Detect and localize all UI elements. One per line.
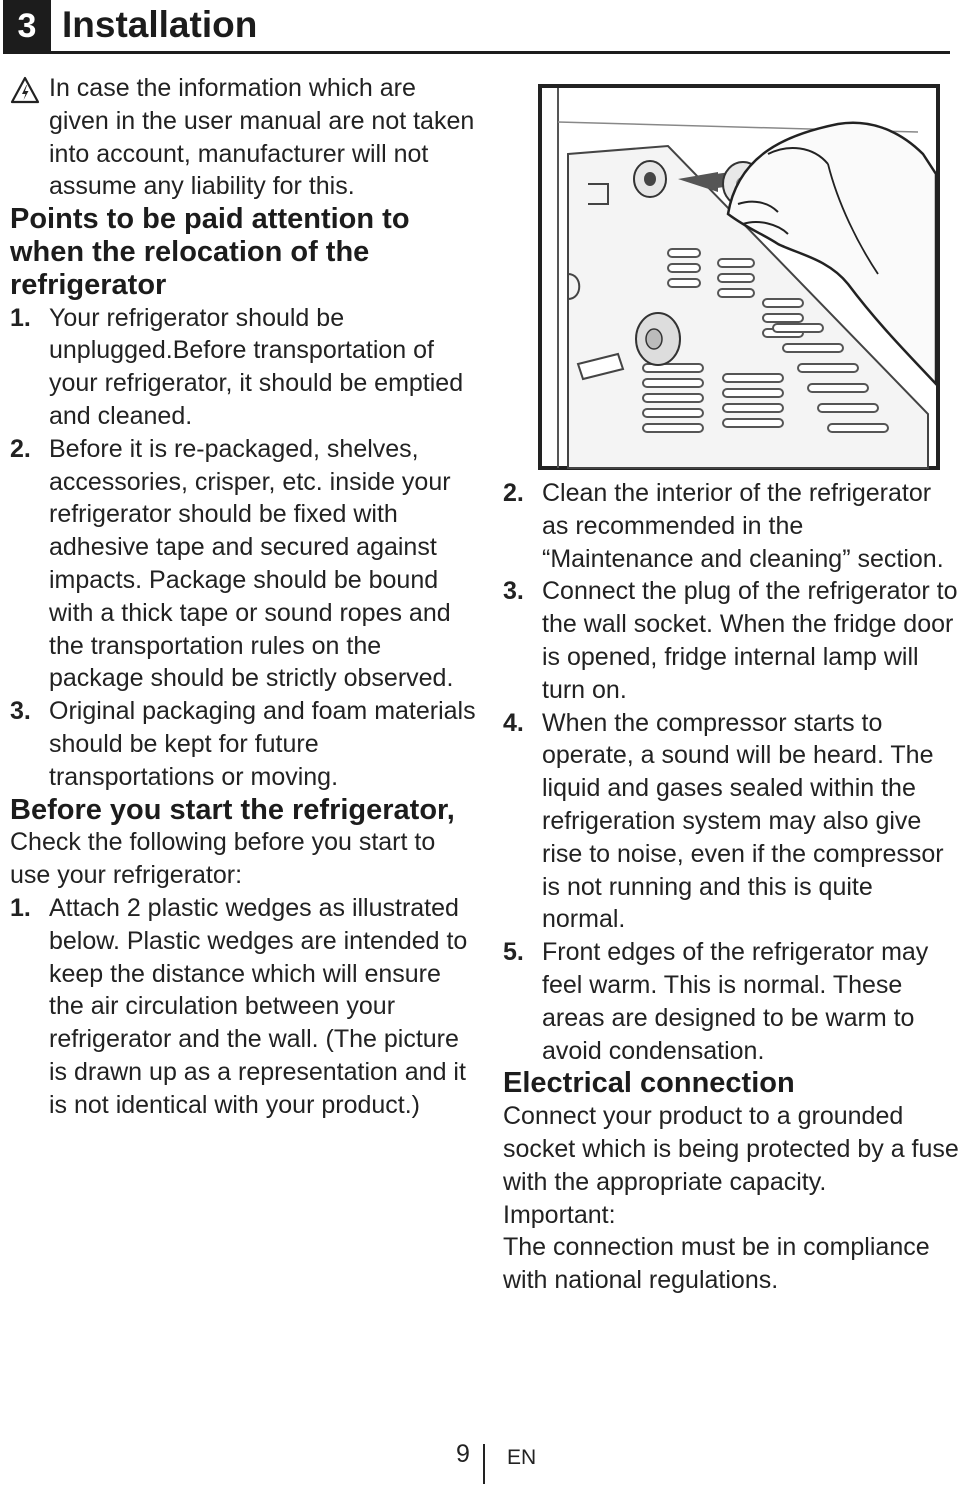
list-item bbox=[503, 575, 960, 706]
header-rule bbox=[3, 51, 950, 54]
electrical-text: Connect your product to a grounded socket which is being protected by a fuse with the appropriate capacity. bbox=[503, 1102, 959, 1196]
list-item bbox=[503, 477, 960, 575]
item-text: Your refrigerator should be unplugged.Before transportation of your refrigerator, it should be emptied and cleaned. bbox=[49, 303, 464, 430]
list-item bbox=[10, 302, 480, 433]
item-text: Clean the interior of the refrigerator as recommended in the “Maintenance and cleaning” section. bbox=[542, 479, 944, 573]
electrical-heading: Electrical connection bbox=[503, 1067, 795, 1100]
item-text: Connect the plug of the refrigerator to the wall socket. When the fridge door is opened, fridge internal lamp will turn on. bbox=[542, 577, 958, 704]
wedge-installation-illustration bbox=[538, 84, 940, 470]
before-start-heading: Before you start the refrigerator, bbox=[10, 793, 455, 826]
item-number: 3. bbox=[503, 577, 524, 606]
warning-icon bbox=[10, 76, 40, 104]
footer-divider bbox=[483, 1444, 485, 1484]
before-start-intro: Check the following before you start to use your refrigerator: bbox=[10, 828, 436, 890]
item-text: Before it is re-packaged, shelves, accessories, crisper, etc. inside your refrigerator should be fixed with adhesive tape and secured against impacts. Package should be bound with a thick tape or sound ropes and the transportation rules on the package should be strictly observed. bbox=[49, 434, 454, 693]
left-column bbox=[10, 72, 480, 1122]
chapter-number: 3 bbox=[3, 0, 51, 52]
important-label: Important: bbox=[503, 1200, 616, 1229]
important-text: The connection must be in compliance with national regulations. bbox=[503, 1233, 930, 1295]
item-text: When the compressor starts to operate, a sound will be heard. The liquid and gases sealed within the refrigeration system may also give rise to noise, even if the compressor is not running and this is quite normal. bbox=[542, 708, 944, 934]
item-number: 1. bbox=[10, 893, 31, 922]
item-text: Original packaging and foam materials should be kept for future transportations or moving. bbox=[49, 697, 476, 791]
warning-note bbox=[10, 72, 480, 203]
right-column bbox=[503, 477, 960, 1297]
language-code: EN bbox=[507, 1446, 537, 1469]
item-text: Front edges of the refrigerator may feel warm. This is normal. These areas are designed to be warm to avoid condensation. bbox=[542, 938, 929, 1065]
chapter-title: Installation bbox=[62, 4, 258, 45]
list-item bbox=[10, 433, 480, 695]
item-number: 5. bbox=[503, 938, 524, 967]
item-number: 2. bbox=[10, 434, 31, 463]
list-item bbox=[10, 892, 480, 1122]
item-number: 1. bbox=[10, 303, 31, 332]
page-number: 9 bbox=[456, 1440, 470, 1468]
item-number: 2. bbox=[503, 479, 524, 507]
item-number: 3. bbox=[10, 697, 31, 726]
item-number: 4. bbox=[503, 708, 524, 737]
item-text: Attach 2 plastic wedges as illustrated below. Plastic wedges are intended to keep the distance which will ensure the air circulation between your refrigerator and the wall. (The picture is drawn up as a representation and it is not identical with your product.) bbox=[49, 893, 468, 1119]
list-item bbox=[503, 936, 960, 1067]
list-item bbox=[10, 695, 480, 793]
relocation-heading: Points to be paid attention to when the relocation of the refrigerator bbox=[10, 203, 410, 301]
warning-text: In case the information which are given in the user manual are not taken into account, manufacturer will not assume any liability for this. bbox=[49, 74, 475, 201]
list-item bbox=[503, 707, 960, 937]
